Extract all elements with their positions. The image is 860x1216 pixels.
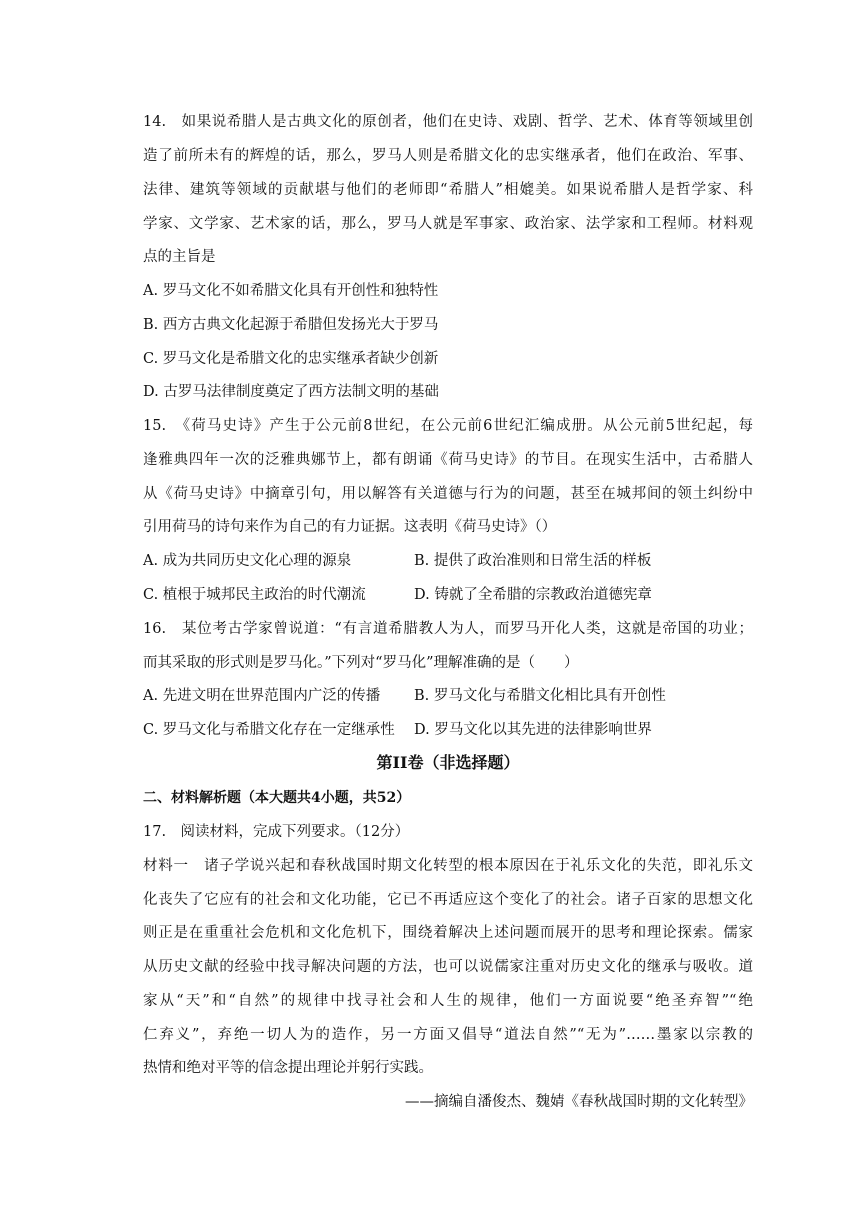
q15-line-3: 从《荷马史诗》中摘章引句，用以解答有关道德与行为的问题，甚至在城邦间的领土纠纷中 [143, 486, 753, 502]
q17-material-line-3: 则正是在重重社会危机和文化危机下，围绕着解决上述问题而展开的思考和理论探索。儒家 [143, 925, 753, 941]
q14-option-a: A. 罗马文化不如希腊文化具有开创性和独特性 [143, 283, 439, 299]
q16-option-c: C. 罗马文化与希腊文化存在一定继承性 [143, 722, 395, 738]
q17-material-line-7: 热情和绝对平等的信念提出理论并躬行实践。 [143, 1060, 433, 1076]
q15-option-d: D. 铸就了全希腊的宗教政治道德宪章 [414, 587, 652, 603]
q15-line-4: 引用荷马的诗句来作为自己的有力证据。这表明《荷马史诗》（） [143, 519, 557, 535]
q17-material-line-4: 从历史文献的经验中找寻解决问题的方法，也可以说儒家注重对历史文化的继承与吸收。道 [143, 959, 753, 975]
q15-option-b: B. 提供了政治准则和日常生活的样板 [414, 553, 652, 569]
q14-line-5: 点的主旨是 [143, 249, 216, 265]
q17-material-line-2: 化丧失了它应有的社会和文化功能，它已不再适应这个变化了的社会。诸子百家的思想文化 [143, 892, 753, 908]
q16-option-d: D. 罗马文化以其先进的法律影响世界 [414, 722, 652, 738]
q17-stem: 17. 阅读材料，完成下列要求。（12分） [143, 824, 410, 840]
q15-option-a: A. 成为共同历史文化心理的源泉 [143, 553, 352, 569]
q15-line-1: 15. 《荷马史诗》产生于公元前8世纪，在公元前6世纪汇编成册。从公元前5世纪起，每 [143, 418, 753, 434]
q17-material-line-1: 材料一 诸子学说兴起和春秋战国时期文化转型的根本原因在于礼乐文化的失范，即礼乐文 [143, 858, 753, 874]
q17-source-citation: ——摘编自潘俊杰、魏婧《春秋战国时期的文化转型》 [405, 1094, 753, 1110]
q14-line-4: 学家、文学家、艺术家的话，那么，罗马人就是军事家、政治家、法学家和工程师。材料观 [143, 216, 753, 232]
q16-line-2: 而其采取的形式则是罗马化。”下列对“罗马化”理解准确的是（ ） [143, 655, 579, 671]
section2-heading: 二、材料解析题（本大题共4小题，共52） [143, 790, 411, 806]
part2-title: 第II卷（非选择题） [376, 753, 520, 772]
q14-option-b: B. 西方古典文化起源于希腊但发扬光大于罗马 [143, 317, 439, 333]
q15-option-c: C. 植根于城邦民主政治的时代潮流 [143, 587, 366, 603]
q16-option-b: B. 罗马文化与希腊文化相比具有开创性 [414, 688, 666, 704]
q16-line-1: 16. 某位考古学家曾说道：“有言道希腊教人为人，而罗马开化人类，这就是帝国的功业； [143, 621, 753, 637]
q16-option-a: A. 先进文明在世界范围内广泛的传播 [143, 688, 381, 704]
q14-line-2: 造了前所未有的辉煌的话，那么，罗马人则是希腊文化的忠实继承者，他们在政治、军事、 [143, 148, 753, 164]
q15-line-2: 逢雅典四年一次的泛雅典娜节上，都有朗诵《荷马史诗》的节目。在现实生活中，古希腊人 [143, 452, 753, 468]
q17-material-line-5: 家从“天”和“自然”的规律中找寻社会和人生的规律，他们一方面说要“绝圣弃智”“绝 [143, 993, 753, 1009]
q14-option-c: C. 罗马文化是希腊文化的忠实继承者缺少创新 [143, 351, 439, 367]
q17-material-line-6: 仁弃义”，弃绝一切人为的造作，另一方面又倡导“道法自然”“无为”……墨家以宗教的 [143, 1027, 753, 1043]
q14-line-3: 法律、建筑等领域的贡献堪与他们的老师即“希腊人”相媲美。如果说希腊人是哲学家、科 [143, 182, 753, 198]
q14-option-d: D. 古罗马法律制度奠定了西方法制文明的基础 [143, 384, 439, 400]
q14-line-1: 14. 如果说希腊人是古典文化的原创者，他们在史诗、戏剧、哲学、艺术、体育等领域里创 [143, 114, 753, 130]
